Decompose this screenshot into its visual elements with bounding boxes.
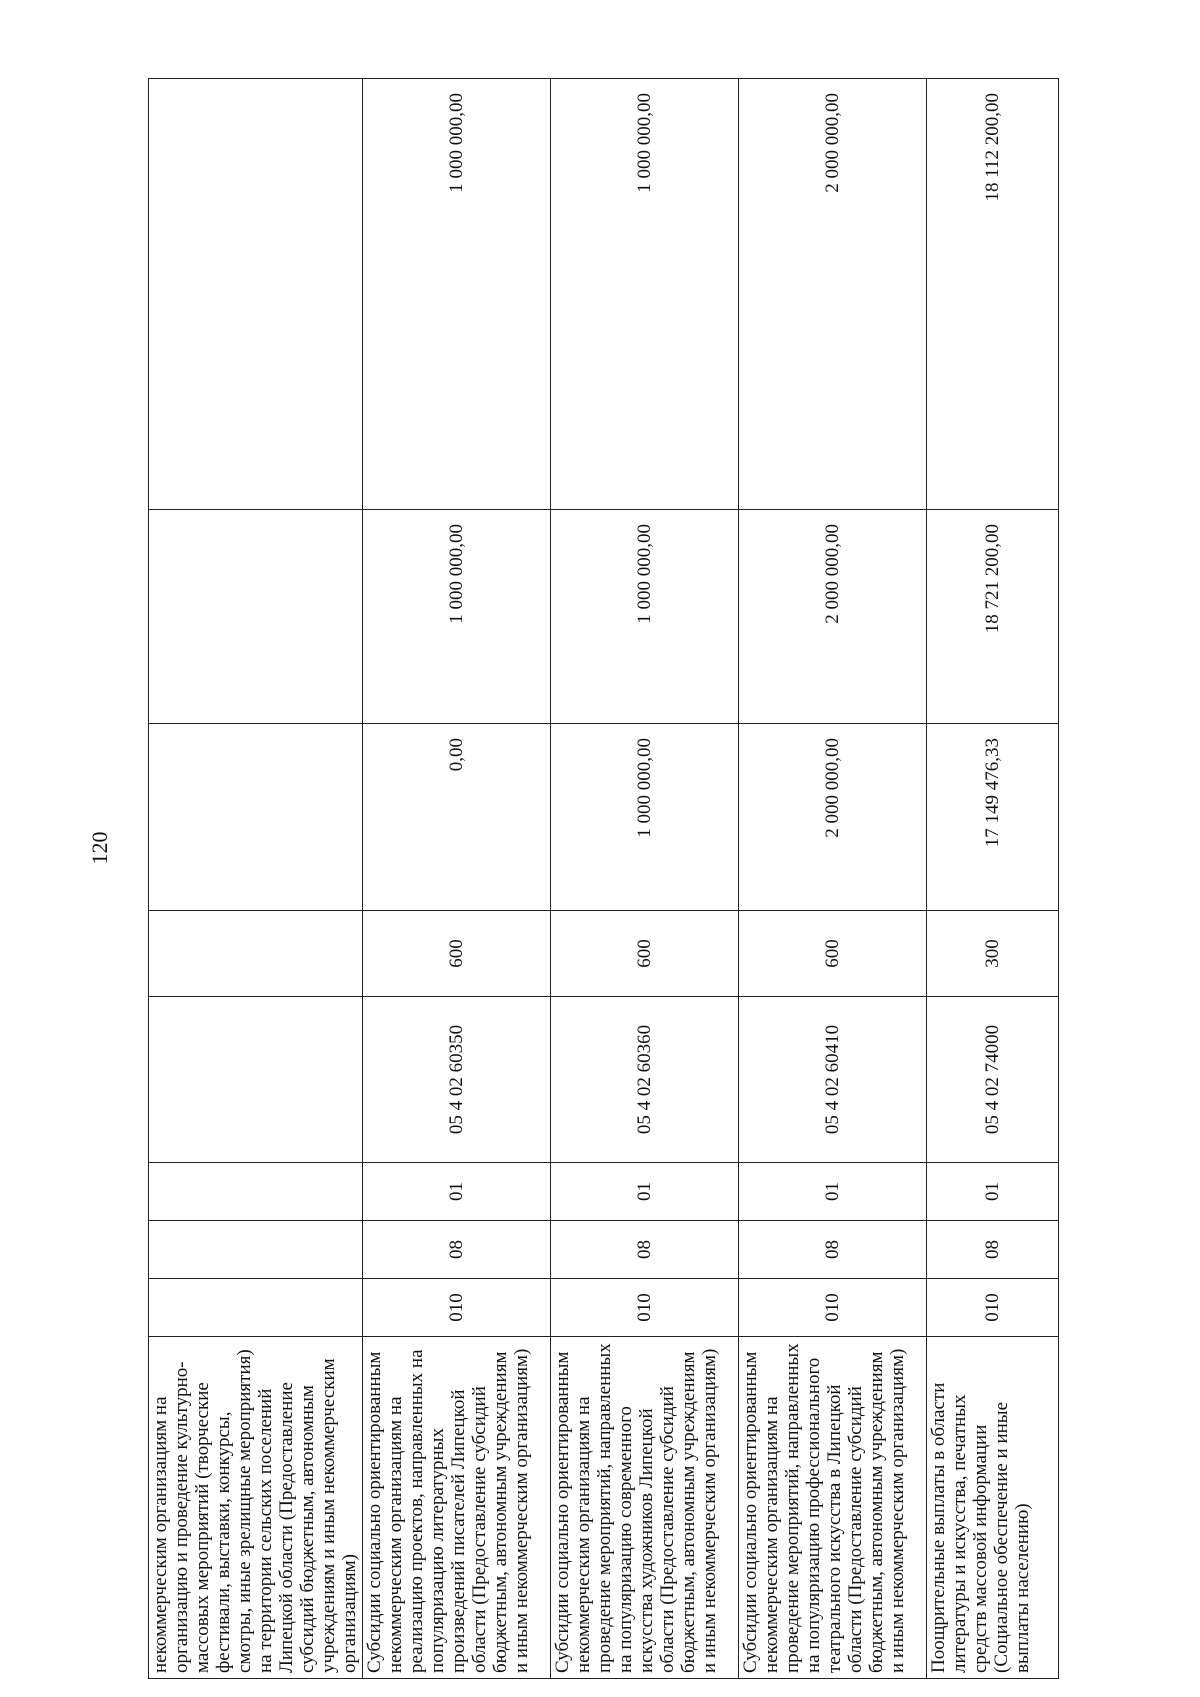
table-row	[551, 79, 739, 1679]
value-2025-cell: 1 000 000,00	[551, 79, 739, 510]
value-2023-cell: 0,00	[363, 724, 551, 911]
value-2024-cell: 1 000 000,00	[363, 510, 551, 724]
vr-cell: 600	[363, 911, 551, 997]
vr-cell: 300	[927, 911, 1059, 997]
rotated-budget-table	[148, 79, 1058, 1679]
csr-cell: 05 4 02 60350	[363, 997, 551, 1163]
vr-cell: 600	[739, 911, 927, 997]
pr-cell: 01	[739, 1163, 927, 1221]
vr-cell	[149, 911, 363, 997]
value-2024-cell: 2 000 000,00	[739, 510, 927, 724]
gr-cell: 010	[551, 1279, 739, 1337]
value-2025-cell: 2 000 000,00	[739, 79, 927, 510]
value-2023-cell: 1 000 000,00	[551, 724, 739, 911]
value-2025-cell: 1 000 000,00	[363, 79, 551, 510]
vr-cell: 600	[551, 911, 739, 997]
table-row	[739, 79, 927, 1679]
row-name-cell: Субсидии социально ориентированным некоммерческим организациям на проведение мероприятий, направленных на популяризацию профессионального театрального искусства в Липецкой области (Предоставление субсидий бюджетным, автономным учреждениям и иным некоммерческим организациям)	[739, 1337, 927, 1679]
pr-cell: 01	[363, 1163, 551, 1221]
table-row	[149, 79, 363, 1679]
value-2025-cell: 18 112 200,00	[927, 79, 1059, 510]
value-2024-cell	[149, 510, 363, 724]
row-name-cell: некоммерческим организациям на организацию и проведение культурно-массовых мероприятий (творческие фестивали, выставки, конкурсы, смотры, иные зрелищные мероприятия) на территории сельских поселений Липецкой области (Предоставление субсидий бюджетным, автономным учреждениям и иным некоммерческим организациям)	[149, 1337, 363, 1679]
rz-cell: 08	[927, 1221, 1059, 1279]
csr-cell: 05 4 02 60410	[739, 997, 927, 1163]
gr-cell	[149, 1279, 363, 1337]
rz-cell: 08	[551, 1221, 739, 1279]
value-2023-cell: 2 000 000,00	[739, 724, 927, 911]
value-2024-cell: 1 000 000,00	[551, 510, 739, 724]
gr-cell: 010	[739, 1279, 927, 1337]
row-name-cell: Поощрительные выплаты в области литературы и искусства, печатных средств массовой информации (Социальное обеспечение и иные выплаты населению)	[927, 1337, 1059, 1679]
budget-table	[148, 78, 1059, 1679]
table-row	[363, 79, 551, 1679]
rz-cell: 08	[363, 1221, 551, 1279]
csr-cell: 05 4 02 74000	[927, 997, 1059, 1163]
value-2023-cell	[149, 724, 363, 911]
gr-cell: 010	[927, 1279, 1059, 1337]
pr-cell: 01	[551, 1163, 739, 1221]
rz-cell: 08	[739, 1221, 927, 1279]
pr-cell	[149, 1163, 363, 1221]
row-name-cell: Субсидии социально ориентированным некоммерческим организациям на реализацию проектов, направленных на популяризацию литературных произведений писателей Липецкой области (Предоставление субсидий бюджетным, автономным учреждениям и иным некоммерческим организациям)	[363, 1337, 551, 1679]
value-2024-cell: 18 721 200,00	[927, 510, 1059, 724]
value-2025-cell	[149, 79, 363, 510]
value-2023-cell: 17 149 476,33	[927, 724, 1059, 911]
pr-cell: 01	[927, 1163, 1059, 1221]
rz-cell	[149, 1221, 363, 1279]
table-row	[927, 79, 1059, 1679]
csr-cell	[149, 997, 363, 1163]
row-name-cell: Субсидии социально ориентированным некоммерческим организациям на проведение мероприятий, направленных на популяризацию современного искусства художников Липецкой области (Предоставление субсидий бюджетным, автономным учреждениям и иным некоммерческим организациям)	[551, 1337, 739, 1679]
gr-cell: 010	[363, 1279, 551, 1337]
page-number: 120	[87, 831, 112, 865]
csr-cell: 05 4 02 60360	[551, 997, 739, 1163]
